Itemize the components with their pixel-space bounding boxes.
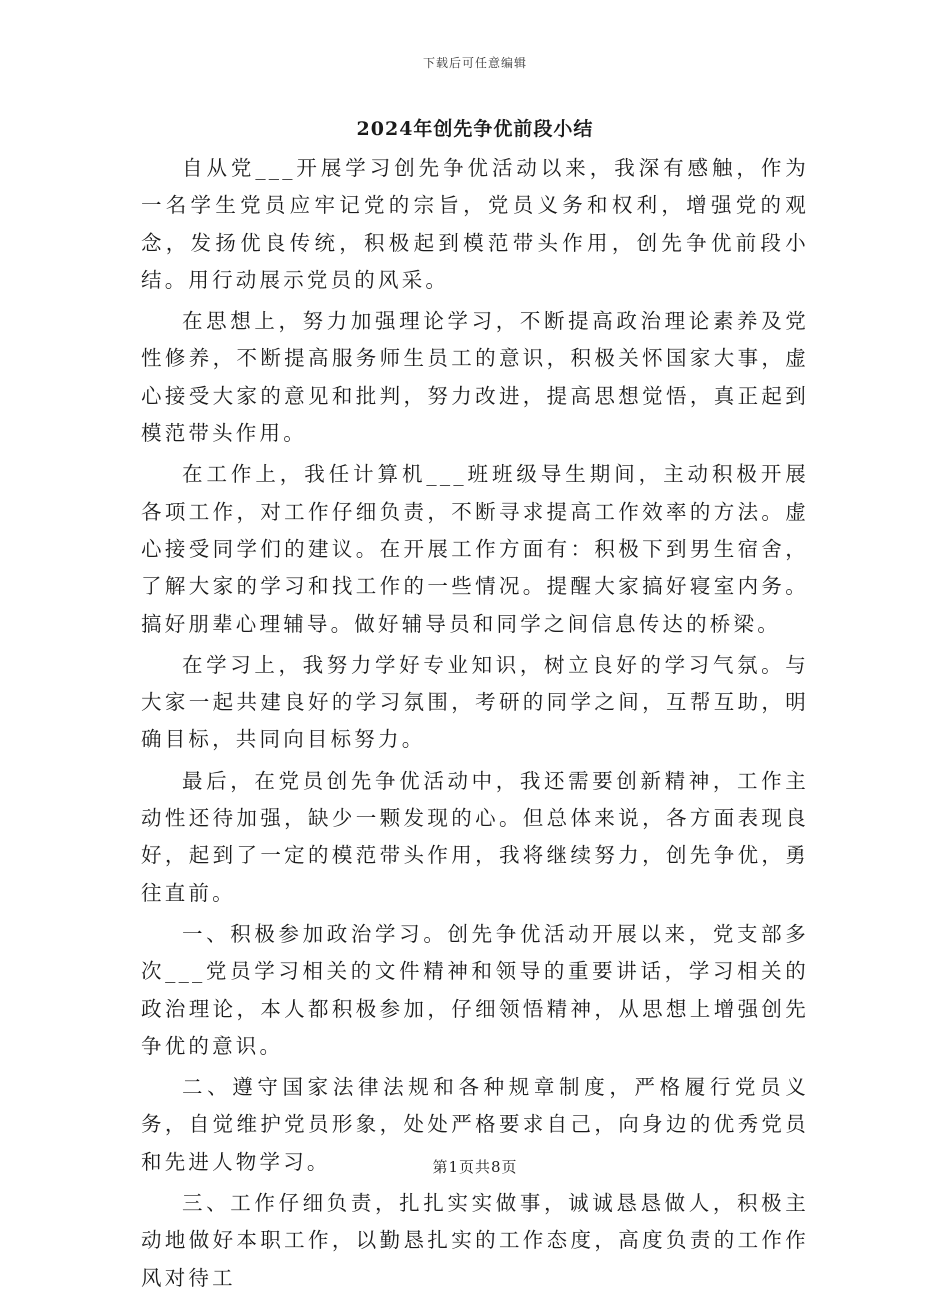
paragraph: 三、工作仔细负责，扎扎实实做事，诚诚恳恳做人，积极主动地做好本职工作，以勤恳扎实的工作态度，高度负责的工作作风对待工 xyxy=(141,1191,809,1290)
paragraph: 最后，在党员创先争优活动中，我还需要创新精神，工作主动性还待加强，缺少一颗发现的心。但总体来说，各方面表现良好，起到了一定的模范带头作用，我将继续努力，创先争优，勇往直前。 xyxy=(141,768,809,905)
paragraph: 在学习上，我努力学好专业知识，树立良好的学习气氛。与大家一起共建良好的学习氛围，考研的同学之间，互帮互助，明确目标，共同向目标努力。 xyxy=(141,652,809,752)
paragraph: 自从党___开展学习创先争优活动以来，我深有感触，作为一名学生党员应牢记党的宗旨，党员义务和权利，增强党的观念，发扬优良传统，积极起到模范带头作用，创先争优前段小结。用行动展示党员的风采。 xyxy=(141,156,809,292)
paragraph: 在工作上，我任计算机___班班级导生期间，主动积极开展各项工作，对工作仔细负责，不断寻求提高工作效率的方法。虚心接受同学们的建议。在开展工作方面有：积极下到男生宿舍，了解大家的学习和找工作的一些情况。提醒大家搞好寝室内务。搞好朋辈心理辅导。做好辅导员和同学之间信息传达的桥梁。 xyxy=(141,462,809,636)
document-title: 2024年创先争优前段小结 xyxy=(356,118,594,140)
paragraph: 一、积极参加政治学习。创先争优活动开展以来，党支部多次___党员学习相关的文件精神和领导的重要讲话，学习相关的政治理论，本人都积极参加，仔细领悟精神，从思想上增强创先争优的意识。 xyxy=(141,921,809,1058)
paragraph: 二、遵守国家法律法规和各种规章制度，严格履行党员义务，自觉维护党员形象，处处严格要求自己，向身边的优秀党员和先进人物学习。 xyxy=(141,1075,809,1174)
document-body xyxy=(141,150,809,1301)
page-number: 第1页共8页 xyxy=(432,1158,518,1176)
paragraph: 在思想上，努力加强理论学习，不断提高政治理论素养及党性修养，不断提高服务师生员工的意识，积极关怀国家大事，虚心接受大家的意见和批判，努力改进，提高思想觉悟，真正起到模范带头作用。 xyxy=(141,309,809,446)
download-note: 下载后可任意编辑 xyxy=(422,56,527,70)
